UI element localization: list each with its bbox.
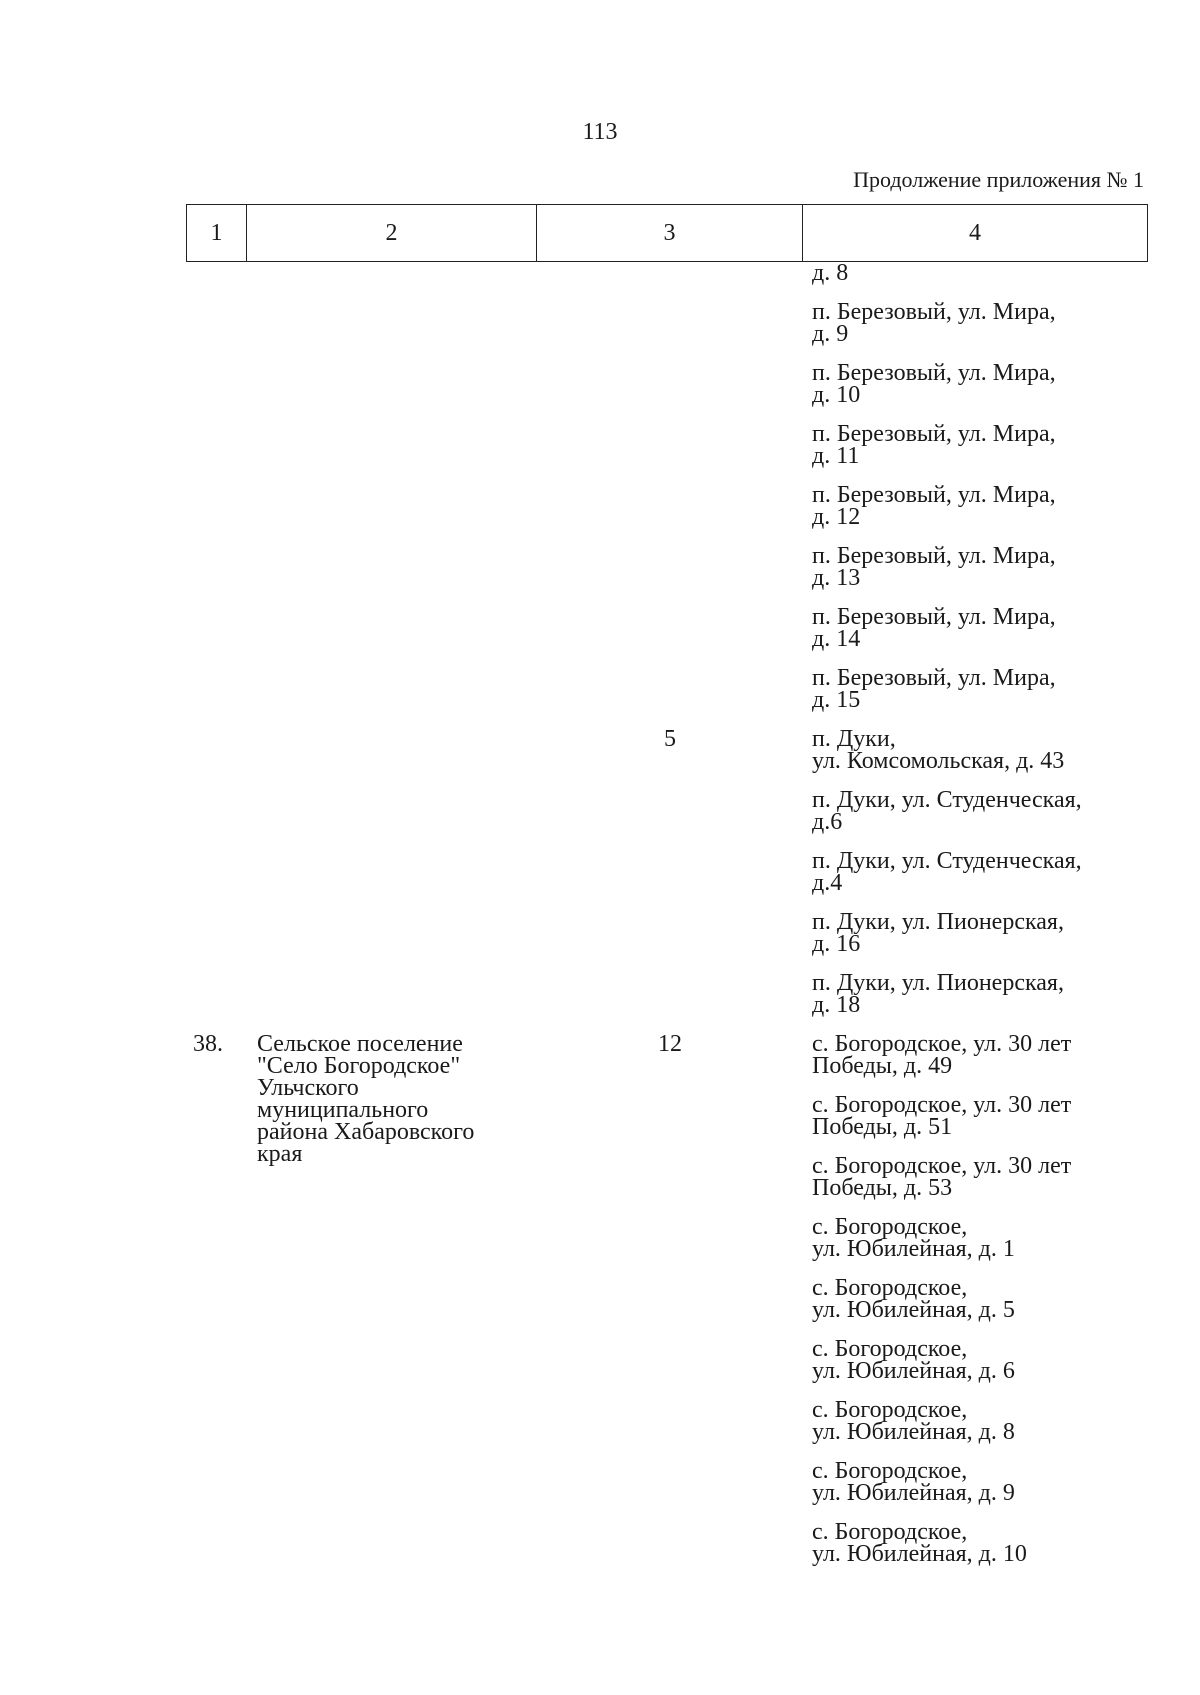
continuation-note: Продолжение приложения № 1 xyxy=(853,167,1144,192)
row-count: 12 xyxy=(658,1031,682,1057)
address-item: с. Богородское, ул. Юбилейная, д. 6 xyxy=(812,1336,1015,1384)
address-item: с. Богородское, ул. 30 лет Победы, д. 51 xyxy=(812,1092,1072,1140)
address-item: п. Березовый, ул. Мира, д. 14 xyxy=(812,604,1056,652)
address-item: п. Березовый, ул. Мира, д. 9 xyxy=(812,299,1056,347)
address-item: д. 8 xyxy=(812,260,849,286)
address-item: п. Дуки, ул. Комсомольская, д. 43 xyxy=(812,726,1065,774)
address-item: с. Богородское, ул. Юбилейная, д. 10 xyxy=(812,1519,1027,1567)
address-item: п. Дуки, ул. Студенческая, д.6 xyxy=(812,787,1082,835)
header-cell-1: 1 xyxy=(187,205,247,261)
settlement-name: Сельское поселение "Село Богородское" Ульчского муниципального района Хабаровского края xyxy=(257,1031,475,1167)
address-item: п. Дуки, ул. Пионерская, д. 18 xyxy=(812,970,1064,1018)
header-cell-4: 4 xyxy=(969,219,981,246)
address-item: с. Богородское, ул. Юбилейная, д. 5 xyxy=(812,1275,1015,1323)
header-cell-2: 2 xyxy=(247,205,537,261)
address-item: п. Березовый, ул. Мира, д. 13 xyxy=(812,543,1056,591)
address-item: п. Березовый, ул. Мира, д. 11 xyxy=(812,421,1056,469)
row-count: 5 xyxy=(664,726,676,752)
address-item: п. Березовый, ул. Мира, д. 15 xyxy=(812,665,1056,713)
address-item: с. Богородское, ул. Юбилейная, д. 1 xyxy=(812,1214,1015,1262)
row-number: 38. xyxy=(193,1031,223,1057)
address-item: с. Богородское, ул. 30 лет Победы, д. 49 xyxy=(812,1031,1072,1079)
address-item: п. Дуки, ул. Пионерская, д. 16 xyxy=(812,909,1064,957)
address-item: п. Березовый, ул. Мира, д. 10 xyxy=(812,360,1056,408)
page-number: 113 xyxy=(582,119,618,145)
address-item: п. Дуки, ул. Студенческая, д.4 xyxy=(812,848,1082,896)
address-item: с. Богородское, ул. Юбилейная, д. 8 xyxy=(812,1397,1015,1445)
address-item: с. Богородское, ул. Юбилейная, д. 9 xyxy=(812,1458,1015,1506)
address-item: с. Богородское, ул. 30 лет Победы, д. 53 xyxy=(812,1153,1072,1201)
table-header xyxy=(186,204,1148,262)
address-item: п. Березовый, ул. Мира, д. 12 xyxy=(812,482,1056,530)
header-cell-3: 3 xyxy=(537,205,803,261)
